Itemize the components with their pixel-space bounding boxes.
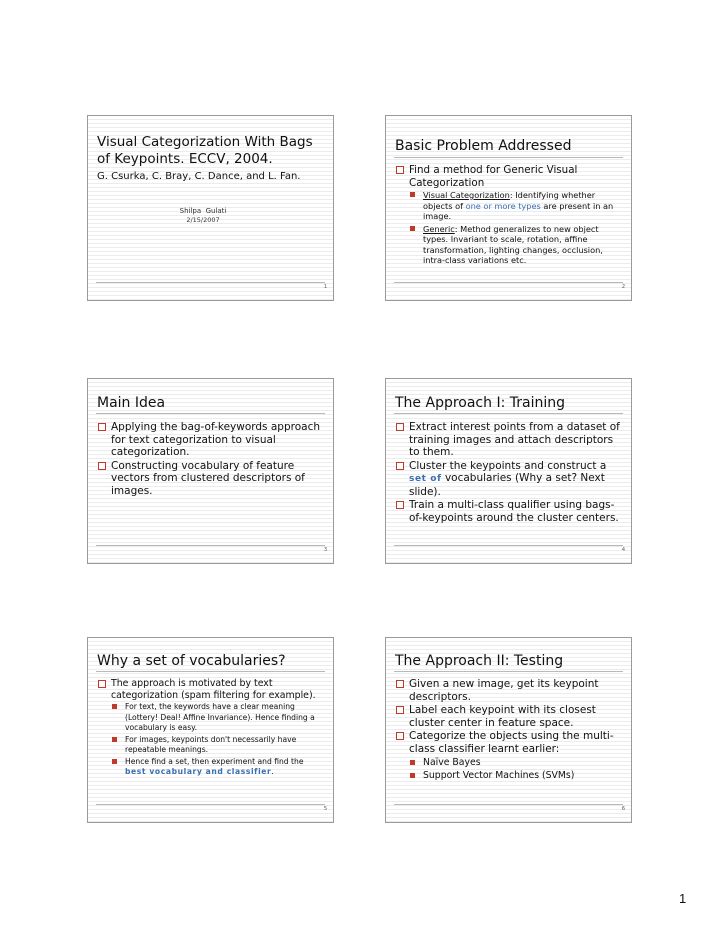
slide-2 bbox=[385, 115, 632, 301]
sub-bullet: Visual Categorization: Identifying whether objects of one or more types are present in an image. bbox=[395, 190, 621, 222]
slide-1 bbox=[87, 115, 334, 301]
bullet: Constructing vocabulary of feature vectors from clustered descriptors of images. bbox=[97, 460, 323, 498]
slide-number: 4 bbox=[621, 547, 625, 553]
footer-rule bbox=[96, 282, 325, 283]
slide-4 bbox=[385, 378, 632, 564]
footer-rule bbox=[96, 545, 325, 546]
presentation-date: 2/15/2007 bbox=[186, 216, 220, 224]
slide-body bbox=[97, 678, 323, 778]
slide-title: Why a set of vocabularies? bbox=[97, 653, 286, 669]
slide-body bbox=[395, 164, 621, 266]
slide-5 bbox=[87, 637, 334, 823]
bullet: Applying the bag-of-keywords approach for text categorization to visual categorization. bbox=[97, 421, 323, 459]
slide-3 bbox=[87, 378, 334, 564]
footer-rule bbox=[394, 282, 623, 283]
presenter-name: Shilpa Gulati bbox=[179, 207, 227, 215]
page-number: 1 bbox=[679, 891, 687, 906]
slide-title: Basic Problem Addressed bbox=[395, 138, 572, 154]
bullet: Categorize the objects using the multi-class classifier learnt earlier: bbox=[395, 730, 621, 755]
slide-body bbox=[97, 421, 323, 497]
title-rule bbox=[96, 671, 325, 672]
slide-title: The Approach I: Training bbox=[395, 395, 565, 411]
sub-bullet: Generic: Method generalizes to new object types. Invariant to scale, rotation, affine transformation, lighting changes, occlusion, intra-class variations etc. bbox=[395, 224, 621, 266]
slide-body bbox=[395, 421, 621, 524]
bullet: The approach is motivated by text categorization (spam filtering for example). bbox=[97, 678, 323, 701]
bullet: Cluster the keypoints and construct a set of vocabularies (Why a set? Next slide). bbox=[395, 460, 621, 499]
footer-rule bbox=[96, 804, 325, 805]
slide-body bbox=[395, 678, 621, 782]
slide-number: 3 bbox=[323, 547, 327, 553]
slide-number: 2 bbox=[621, 284, 625, 290]
slide-number: 1 bbox=[323, 284, 327, 290]
bullet: Find a method for Generic Visual Categorization bbox=[395, 164, 621, 189]
title-rule bbox=[96, 413, 325, 414]
sub-bullet: For text, the keywords have a clear meaning (Lottery! Deal! Affine Invariance). Hence finding a vocabulary is easy. bbox=[97, 702, 323, 734]
bullet: Label each keypoint with its closest cluster center in feature space. bbox=[395, 704, 621, 729]
slide-title: Visual Categorization With Bags of Keypoints. ECCV, 2004. bbox=[97, 134, 313, 167]
slide-6 bbox=[385, 637, 632, 823]
slide-authors: G. Csurka, C. Bray, C. Dance, and L. Fan. bbox=[97, 171, 301, 182]
slide-number: 6 bbox=[621, 806, 625, 812]
slide-title: The Approach II: Testing bbox=[395, 653, 564, 669]
slide-number: 5 bbox=[323, 806, 327, 812]
footer-rule bbox=[394, 804, 623, 805]
sub-bullet: Support Vector Machines (SVMs) bbox=[395, 770, 621, 782]
title-rule bbox=[394, 413, 623, 414]
sub-bullet: For images, keypoints don't necessarily have repeatable meanings. bbox=[97, 735, 323, 756]
slide-title: Main Idea bbox=[97, 395, 166, 411]
title-rule bbox=[394, 157, 623, 158]
sub-bullet: Hence find a set, then experiment and find the best vocabulary and classifier. bbox=[97, 757, 323, 778]
bullet: Train a multi-class qualifier using bags-of-keypoints around the cluster centers. bbox=[395, 499, 621, 524]
sub-bullet: Naïve Bayes bbox=[395, 757, 621, 769]
bullet: Extract interest points from a dataset of training images and attach descriptors to them. bbox=[395, 421, 621, 459]
footer-rule bbox=[394, 545, 623, 546]
title-rule bbox=[394, 671, 623, 672]
bullet: Given a new image, get its keypoint descriptors. bbox=[395, 678, 621, 703]
